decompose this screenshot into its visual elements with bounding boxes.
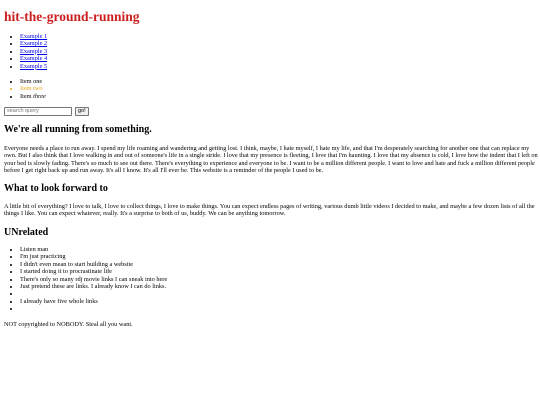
example-link-1[interactable]: Example 1	[20, 33, 48, 40]
list-item: • Just pretend these are links. I already know I can do links.	[20, 283, 167, 290]
item-two: • Item two	[20, 85, 46, 92]
list-item-empty	[20, 305, 167, 312]
search-form	[4, 107, 89, 116]
list-item: • I already have five whole links	[20, 298, 167, 305]
items-list	[4, 78, 46, 100]
list-item: • I'm just practicing	[20, 253, 167, 260]
example-link-4[interactable]: Example 4	[20, 55, 48, 63]
list-item: • There's only so many rdj movie links I can sneak into here	[20, 276, 167, 283]
list-item-empty	[20, 290, 167, 297]
example-link-5[interactable]: Example 5	[20, 62, 48, 70]
unrelated-list	[4, 246, 167, 313]
go-button[interactable]: go!	[75, 107, 89, 116]
list-item: • I didn't even mean to start building a website	[20, 261, 167, 268]
example-link-2[interactable]: Example 2	[20, 40, 48, 48]
list-item: • Listen man	[20, 246, 167, 253]
list-item	[20, 40, 47, 47]
list-item	[20, 48, 47, 55]
footer-text: NOT copyrighted to NOBODY. Steal all you want.	[4, 321, 133, 328]
section-heading-forward: What to look forward to	[4, 183, 108, 194]
example-link-3[interactable]: Example 3	[20, 47, 48, 55]
item-one: • Item one	[20, 78, 46, 85]
section-body-running: Everyone needs a place to run away. I spend my life roaming and wandering and getting lost. I think, maybe, I hate myself, I hate my life, and that I'm desperately searching for another one that can replace my own. But I also think that I love walking in and out of someone's life in a single stride. I love that my presence is fleeting, I love that I'm haunting. I love that my absence is cold, I love how the indent that I left on your bed is slowly fading. There's so much to see out there. There's everything to experience and everyone to be. I want to be a million different people. I want to love and hate and fuck a million different people before I get right back up and run away. It's all I know. It's all I'll ever be. This website is a reminder of the people I used to be.	[4, 145, 538, 175]
item-three-label: Item	[20, 92, 34, 100]
search-input[interactable]	[4, 107, 72, 116]
section-heading-unrelated: UNrelated	[4, 227, 49, 238]
list-item	[20, 63, 47, 70]
site-title: hit-the-ground-running	[4, 9, 140, 24]
section-body-forward: A little bit of everything? I love to talk, I love to collect things, I love to make things. You can expect endless pages of writing, various dumb little videos I decided to make, and maybe a few dozen lists of all the things I like. You can expect whatever, really. It's a surprise to both of us, buddy. We can be anything tomorrow.	[4, 203, 535, 218]
list-item	[20, 55, 47, 62]
item-three-emphasis: three	[33, 92, 46, 100]
section-heading-running: We're all running from something.	[4, 124, 152, 135]
example-links-list	[4, 33, 47, 70]
item-three	[20, 93, 46, 100]
list-item	[20, 33, 47, 40]
list-item: • I started doing it to procrastinate life	[20, 268, 167, 275]
